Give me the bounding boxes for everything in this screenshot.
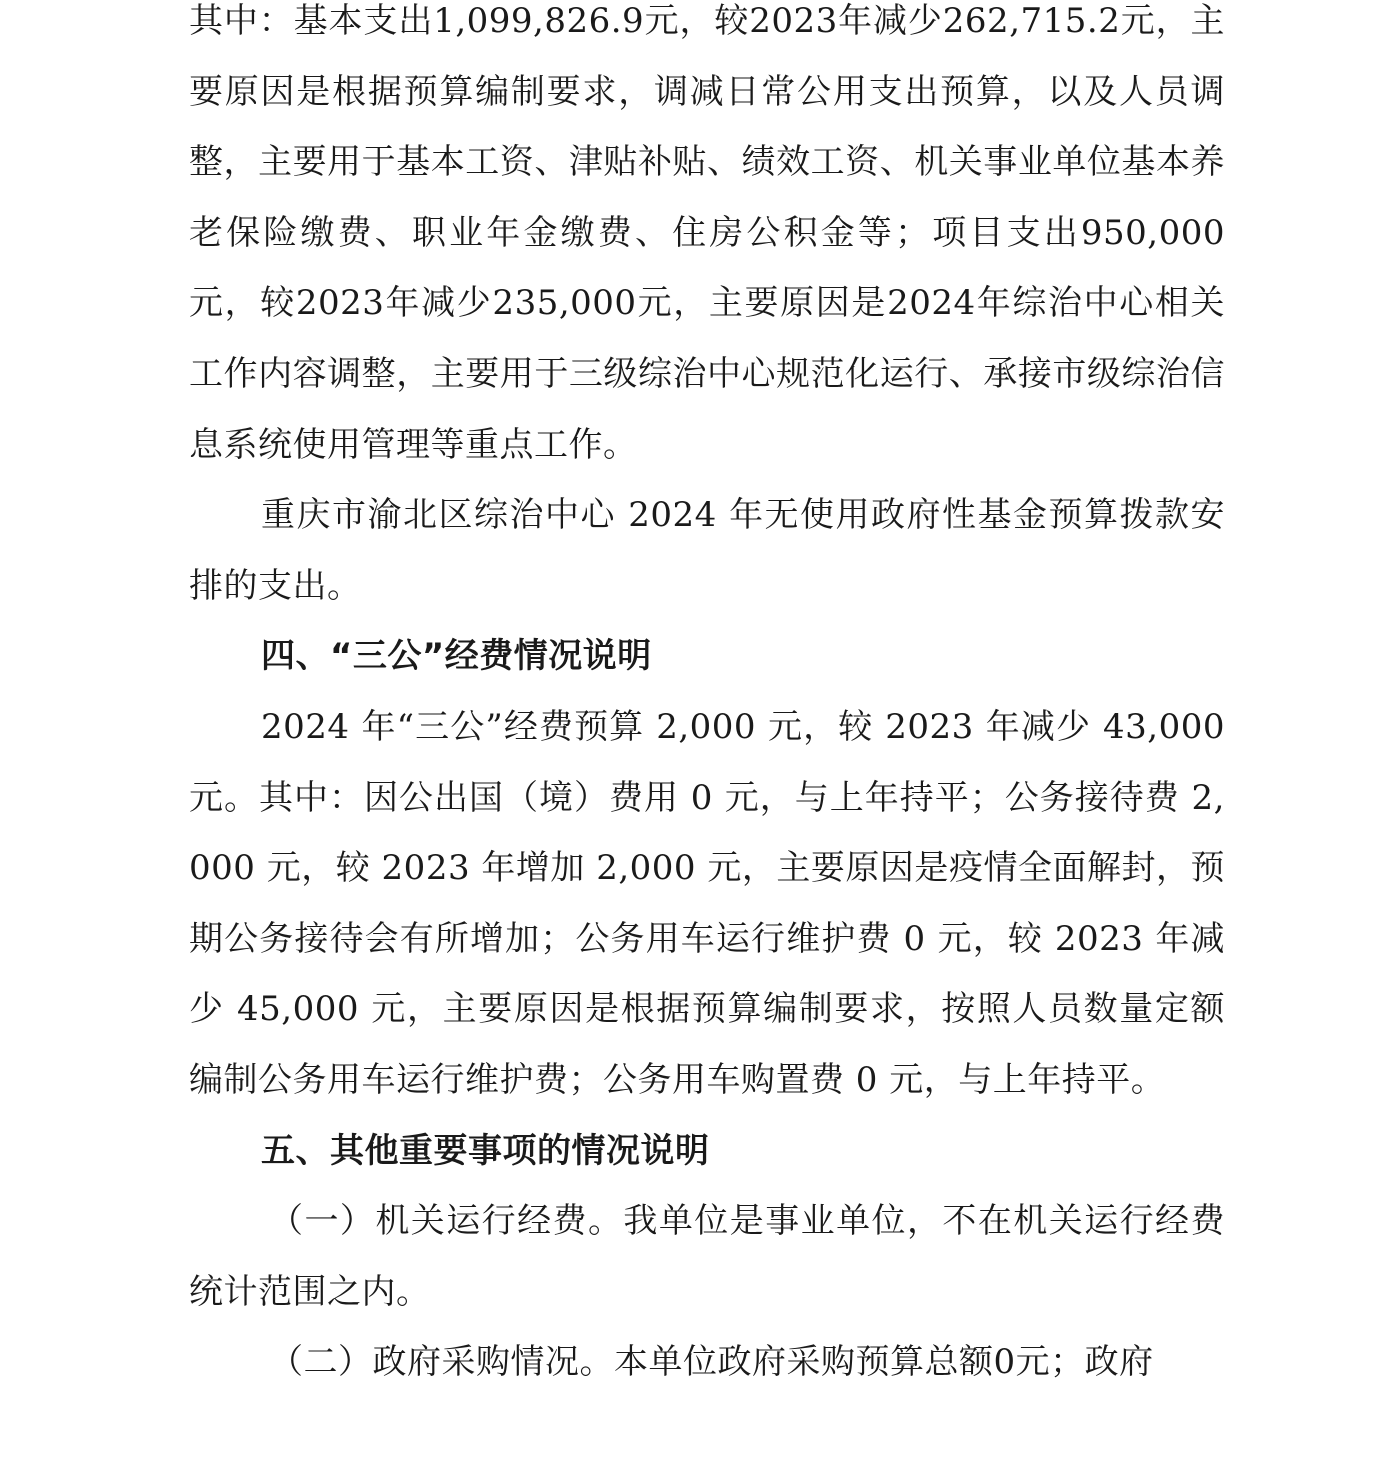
section-heading-three-public: 四、“三公”经费情况说明 (261, 636, 652, 677)
section-heading-other-matters: 五、其他重要事项的情况说明 (261, 1130, 710, 1171)
paragraph-three-public-budget: 2024 年“三公”经费预算 2,000 元，较 2023 年减少 43,000 元。其中：因公出国（境）费用 0 元，与上年持平；公务接待费 2,000 元，较 2023 年增加 2,000 元，主要原因是疫情全面解封，预期公务接待会有所增加；公务用车运行维护费 0 元，较 2023 年减少 45,000 元，主要原因是根据预算编制要求，按照人员数量定额编制公务用车运行维护费；公务用车购置费 0 元，与上年持平。 (189, 706, 1225, 1100)
paragraph-operating-funds: （一）机关运行经费。我单位是事业单位，不在机关运行经费统计范围之内。 (189, 1201, 1225, 1312)
paragraph-government-fund: 重庆市渝北区综治中心 2024 年无使用政府性基金预算拨款安排的支出。 (189, 495, 1225, 606)
paragraph-procurement: （二）政府采购情况。本单位政府采购预算总额0元；政府 (269, 1342, 1154, 1383)
paragraph-basic-expenditure: 其中：基本支出1,099,826.9元，较2023年减少262,715.2元，主要原因是根据预算编制要求，调减日常公用支出预算，以及人员调整，主要用于基本工资、津贴补贴、绩效工资、机关事业单位基本养老保险缴费、职业年金缴费、住房公积金等；项目支出950,000元，较2023年减少235,000元，主要原因是2024年综治中心相关工作内容调整，主要用于三级综治中心规范化运行、承接市级综治信息系统使用管理等重点工作。 (189, 1, 1225, 465)
document-page (189, 0, 1225, 1398)
